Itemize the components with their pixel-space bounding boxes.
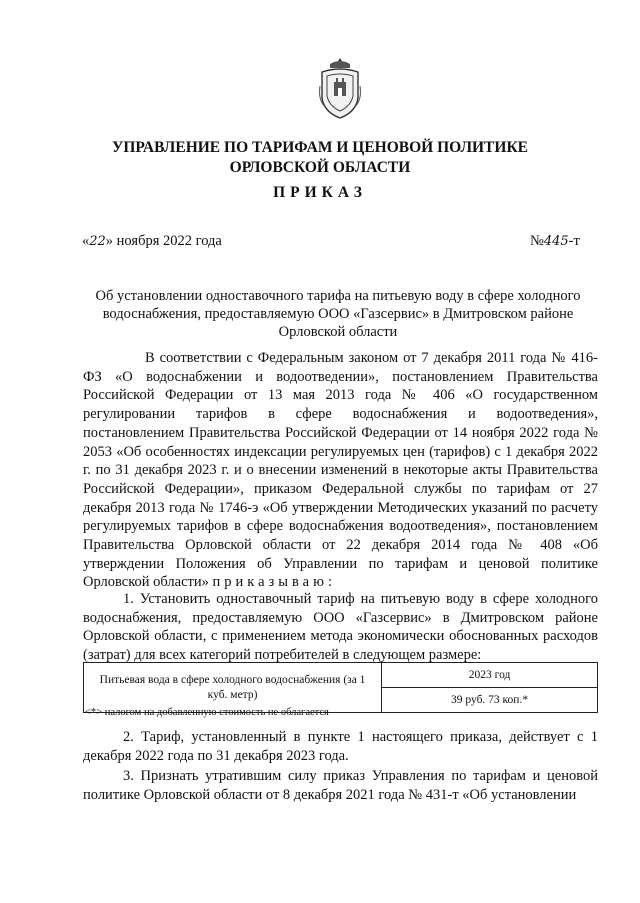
- preamble-order-word: приказываю:: [212, 574, 336, 591]
- document-date: [82, 233, 222, 250]
- tariff-table-price: 39 руб. 73 коп.*: [382, 688, 598, 713]
- coat-of-arms-icon: [316, 56, 364, 122]
- number-sign: №: [530, 233, 544, 249]
- vat-footnote: <*> налогом на добавленную стоимость не облагается: [85, 707, 329, 718]
- date-month-year: » ноября 2022 года: [105, 233, 222, 249]
- document-number: [530, 233, 580, 250]
- organization-name-line1: УПРАВЛЕНИЕ ПО ТАРИФАМ И ЦЕНОВОЙ ПОЛИТИКЕ: [111, 139, 529, 156]
- number-suffix: -т: [568, 233, 580, 249]
- preamble-paragraph: [83, 349, 598, 592]
- preamble-text: В соответствии с Федеральным законом от 7 декабря 2011 года № 416-ФЗ «О водоснабжении и водоотведении», постановлением Правительства Российской Федерации от 13 мая 2013 года № 406 «О государственном регулировании тарифов в сфере водоснабжения и водоотведения», постановлением Правительства Российской Федерации от 14 ноября 2022 года № 2053 «Об особенностях индексации регулируемых цен (тарифов) с 1 декабря 2022 г. по 31 декабря 2023 г. и о внесении изменений в некоторые акты Правительства Российской Федерации», приказом Федеральной службы по тарифам от 27 декабря 2013 года № 1746-э «Об утверждении Методических указаний по расчету регулируемых тарифов в сфере водоснабжения водоотведения», постановлением Правительства Орловской области от 22 декабря 2014 года № 408 «Об утверждении Положения об Управлении по тарифам и ценовой политике Орловской области»: [83, 350, 598, 591]
- item-2-paragraph: 2. Тариф, установленный в пункте 1 настоящего приказа, действует с 1 декабря 2022 года по 31 декабря 2023 года.: [83, 729, 598, 764]
- tariff-table-label: Питьевая вода в сфере холодного водоснабжения (за 1 куб. метр): [84, 663, 382, 713]
- date-day-handwritten: 22: [89, 234, 106, 249]
- document-type: ПРИКАЗ: [273, 184, 367, 201]
- item-1-paragraph: 1. Установить одноставочный тариф на питьевую воду в сфере холодного водоснабжения, предоставляемую ООО «Газсервис» в Дмитровском районе Орловской области, с применением метода экономически обоснованных расходов (затрат) для всех категорий потребителей в следующем размере:: [83, 591, 598, 664]
- organization-name-line2: ОРЛОВСКОЙ ОБЛАСТИ: [229, 159, 411, 176]
- tariff-table: [83, 662, 598, 713]
- document-subject: Об установлении одноставочного тарифа на питьевую воду в сфере холодного водоснабжения, предоставляемую ООО «Газсервис» в Дмитровском районе Орловской области: [95, 288, 581, 340]
- tariff-table-year: 2023 год: [382, 663, 598, 688]
- date-open-quote: «: [82, 233, 90, 249]
- number-handwritten: 445: [543, 234, 569, 249]
- item-3-paragraph: 3. Признать утратившим силу приказ Управления по тарифам и ценовой политике Орловской области от 8 декабря 2021 года № 431-т «Об установлении: [83, 768, 598, 803]
